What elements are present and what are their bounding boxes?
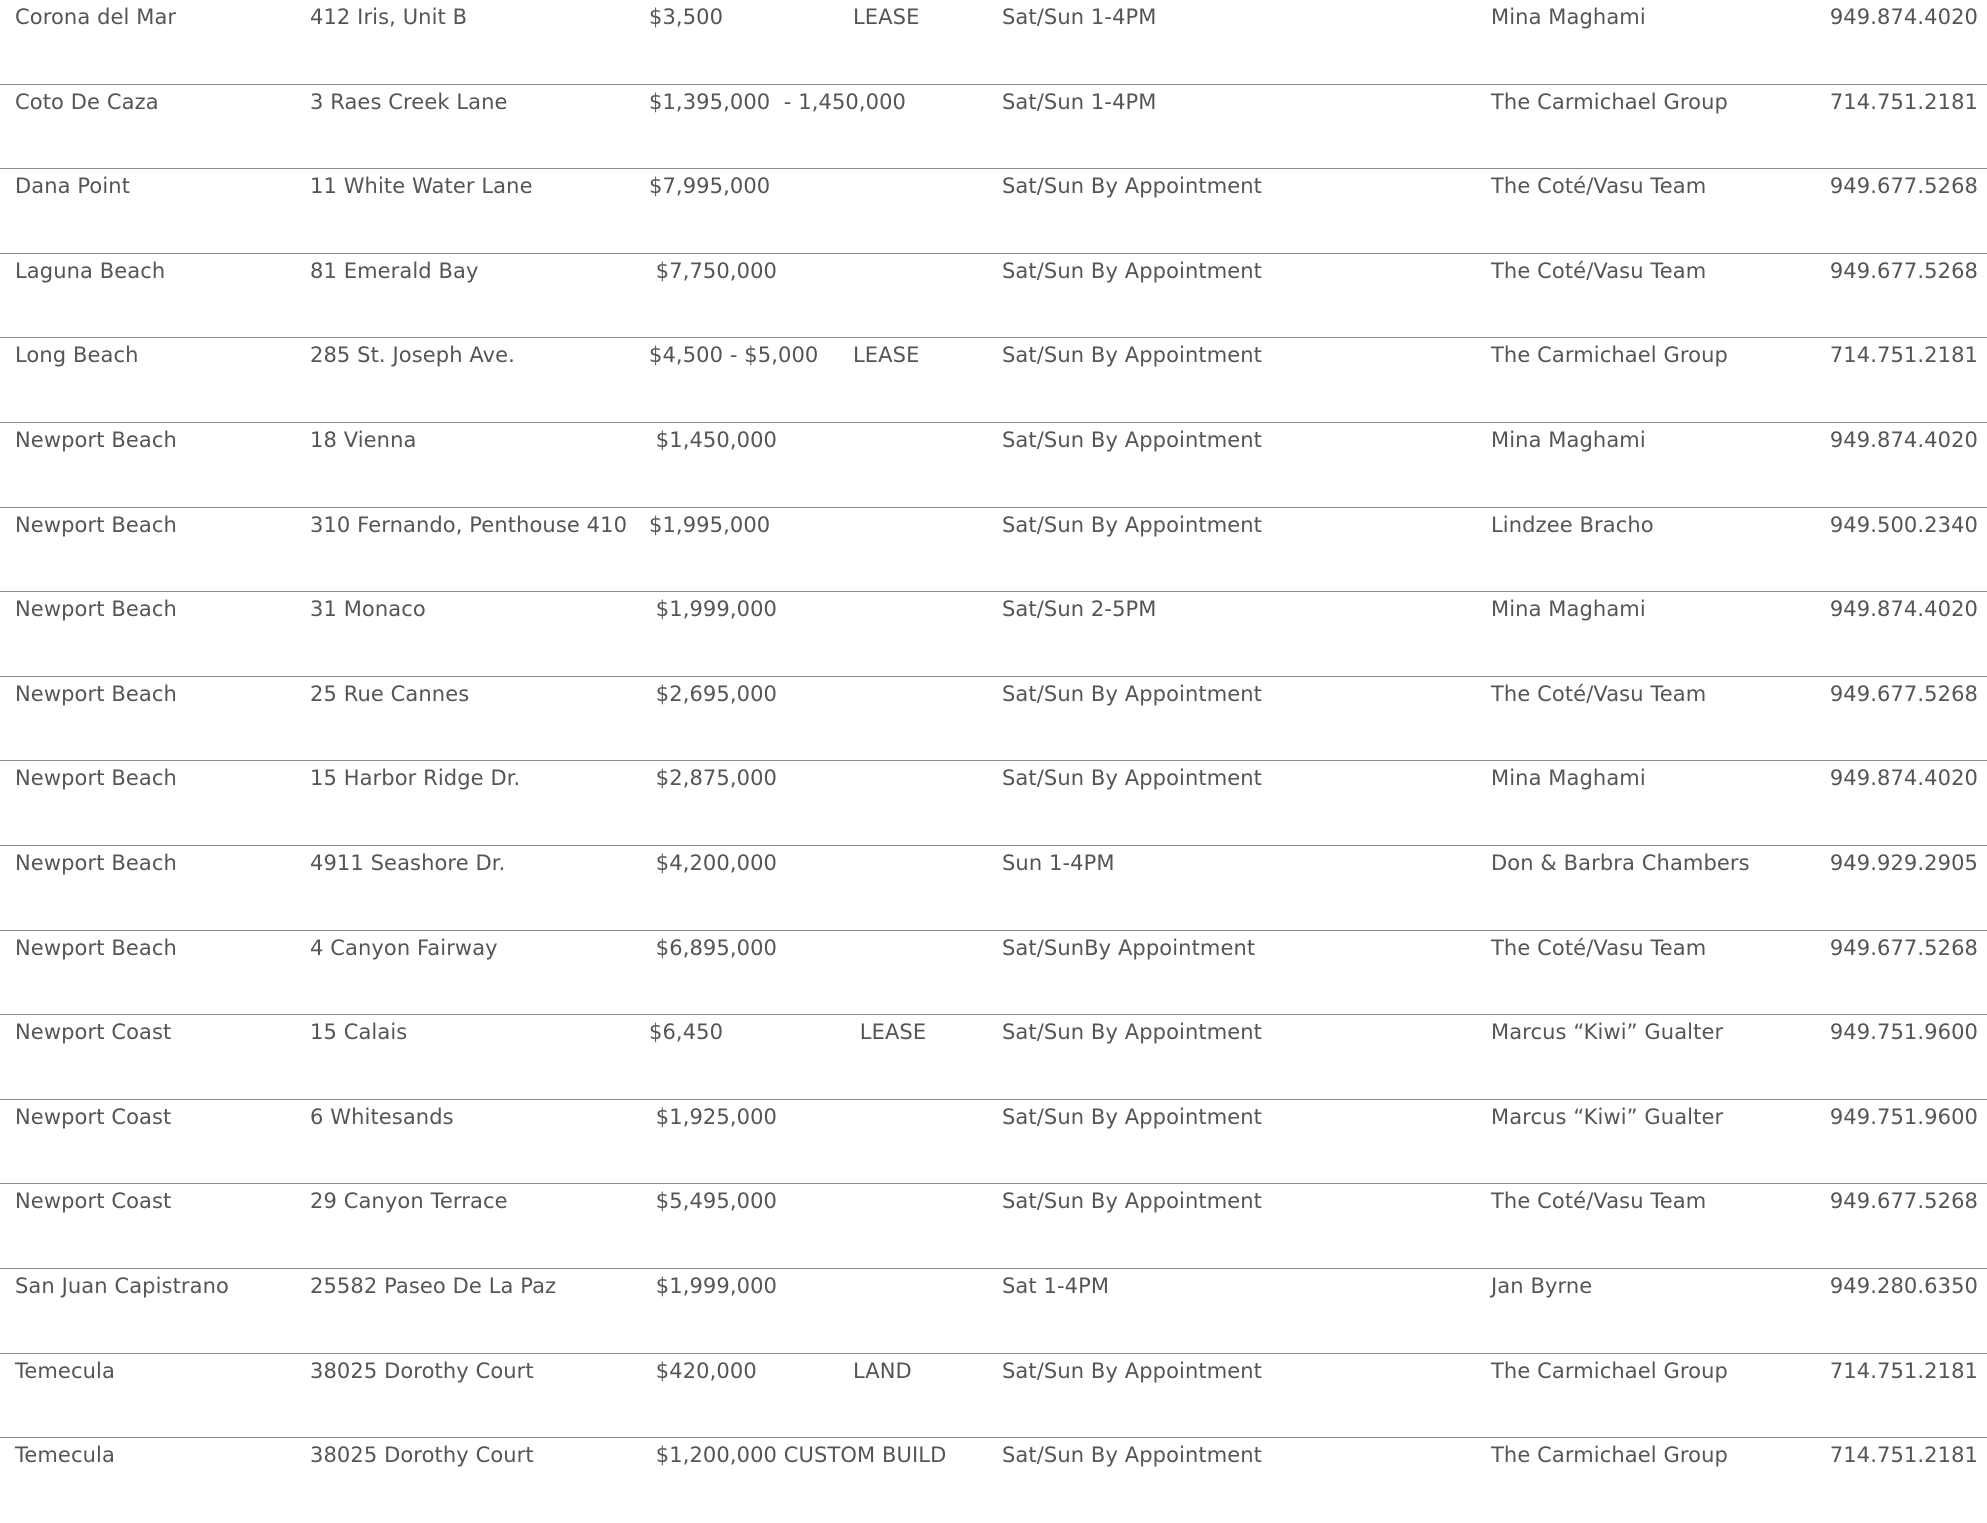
listing-phone: 949.874.4020 [1829, 597, 1978, 622]
listing-address: 15 Calais [310, 1020, 408, 1045]
listing-price: $7,750,000 [649, 258, 778, 283]
listing-city: San Juan Capistrano [15, 1273, 229, 1298]
listing-price: $1,395,000 - 1,450,000 [649, 89, 907, 114]
listing-phone: 949.280.6350 [1829, 1273, 1978, 1298]
listing-hours: Sat/Sun By Appointment [1002, 1443, 1263, 1468]
listing-hours: Sat/SunBy Appointment [1002, 935, 1256, 960]
listing-city: Newport Beach [15, 512, 177, 537]
listing-price: $1,999,000 [649, 1273, 778, 1298]
listing-price: $1,995,000 [649, 512, 771, 537]
listing-price: $1,925,000 [649, 1104, 778, 1129]
listing-row [0, 1269, 1987, 1354]
listing-hours: Sat/Sun By Appointment [1002, 174, 1263, 199]
listing-row [0, 677, 1987, 762]
listing-phone: 949.677.5268 [1829, 935, 1978, 960]
listing-city: Newport Coast [15, 1104, 172, 1129]
listing-hours: Sat/Sun By Appointment [1002, 1189, 1263, 1214]
listing-city: Newport Beach [15, 935, 177, 960]
listing-row [0, 1438, 1987, 1523]
listing-hours: Sat/Sun By Appointment [1002, 766, 1263, 791]
listing-row [0, 169, 1987, 254]
listing-row [0, 1184, 1987, 1269]
listing-price: $6,450 [649, 1020, 724, 1045]
listing-phone: 714.751.2181 [1829, 1358, 1978, 1383]
listing-hours: Sat/Sun By Appointment [1002, 427, 1263, 452]
listing-row [0, 338, 1987, 423]
listing-phone: 949.677.5268 [1829, 258, 1978, 283]
listing-agent: Don & Barbra Chambers [1491, 850, 1750, 875]
listing-phone: 949.677.5268 [1829, 1189, 1978, 1214]
listing-agent: The Carmichael Group [1491, 1443, 1728, 1468]
listing-hours: Sat/Sun By Appointment [1002, 1104, 1263, 1129]
listing-price: $2,695,000 [649, 681, 778, 706]
listing-agent: The Carmichael Group [1491, 1358, 1728, 1383]
listing-type: LAND [853, 1358, 912, 1383]
listing-phone: 714.751.2181 [1829, 89, 1978, 114]
listing-phone: 714.751.2181 [1829, 343, 1978, 368]
listing-price: $1,200,000 CUSTOM BUILD [649, 1443, 947, 1468]
listing-type: LEASE [853, 5, 920, 29]
listing-price: $420,000 [649, 1358, 757, 1383]
listing-address: 29 Canyon Terrace [310, 1189, 508, 1214]
listing-address: 3 Raes Creek Lane [310, 89, 508, 114]
listing-hours: Sat 1-4PM [1002, 1273, 1110, 1298]
listing-city: Temecula [15, 1443, 115, 1468]
listing-phone: 949.751.9600 [1829, 1104, 1978, 1129]
listing-type: LEASE [853, 1020, 927, 1045]
listing-row [0, 508, 1987, 593]
listing-address: 38025 Dorothy Court [310, 1358, 534, 1383]
listing-address: 6 Whitesands [310, 1104, 454, 1129]
listing-address: 285 St. Joseph Ave. [310, 343, 515, 368]
listing-agent: The Coté/Vasu Team [1491, 681, 1707, 706]
listing-row [0, 254, 1987, 339]
listing-row [0, 931, 1987, 1016]
listing-city: Coto De Caza [15, 89, 159, 114]
listing-address: 18 Vienna [310, 427, 417, 452]
listing-agent: The Carmichael Group [1491, 343, 1728, 368]
listing-agent: Marcus “Kiwi” Gualter [1491, 1020, 1724, 1045]
listing-city: Long Beach [15, 343, 139, 368]
listing-address: 11 White Water Lane [310, 174, 533, 199]
listing-address: 4911 Seashore Dr. [310, 850, 506, 875]
listing-phone: 949.751.9600 [1829, 1020, 1978, 1045]
listing-city: Newport Beach [15, 427, 177, 452]
listing-address: 412 Iris, Unit B [310, 5, 468, 29]
listing-agent: The Coté/Vasu Team [1491, 174, 1707, 199]
listing-agent: The Coté/Vasu Team [1491, 1189, 1707, 1214]
listing-address: 25 Rue Cannes [310, 681, 470, 706]
listing-agent: Mina Maghami [1491, 427, 1646, 452]
listing-phone: 714.751.2181 [1829, 1443, 1978, 1468]
listing-row [0, 0, 1987, 85]
listing-price: $5,495,000 [649, 1189, 778, 1214]
listing-address: 15 Harbor Ridge Dr. [310, 766, 521, 791]
listing-price: $7,995,000 [649, 174, 771, 199]
listing-agent: Mina Maghami [1491, 597, 1646, 622]
listing-city: Dana Point [15, 174, 131, 199]
listing-agent: The Coté/Vasu Team [1491, 258, 1707, 283]
listing-price: $6,895,000 [649, 935, 778, 960]
listing-hours: Sat/Sun 1-4PM [1002, 89, 1157, 114]
listing-hours: Sat/Sun By Appointment [1002, 1358, 1263, 1383]
listing-phone: 949.874.4020 [1829, 5, 1978, 29]
listing-row [0, 592, 1987, 677]
listing-hours: Sat/Sun By Appointment [1002, 258, 1263, 283]
listing-row [0, 423, 1987, 508]
listing-row [0, 1100, 1987, 1185]
listing-agent: Jan Byrne [1491, 1273, 1593, 1298]
listing-address: 4 Canyon Fairway [310, 935, 498, 960]
listing-city: Newport Beach [15, 766, 177, 791]
listing-row [0, 761, 1987, 846]
listing-price: $2,875,000 [649, 766, 778, 791]
listing-city: Newport Coast [15, 1020, 172, 1045]
listing-hours: Sat/Sun By Appointment [1002, 681, 1263, 706]
listing-price: $1,999,000 [649, 597, 778, 622]
listing-phone: 949.929.2905 [1829, 850, 1978, 875]
listing-row [0, 1354, 1987, 1439]
listing-address: 31 Monaco [310, 597, 426, 622]
listing-agent: Marcus “Kiwi” Gualter [1491, 1104, 1724, 1129]
listing-phone: 949.677.5268 [1829, 174, 1978, 199]
listing-address: 25582 Paseo De La Paz [310, 1273, 557, 1298]
listing-price: $4,200,000 [649, 850, 778, 875]
listing-price: $3,500 [649, 5, 724, 29]
listing-row [0, 85, 1987, 170]
listing-hours: Sat/Sun By Appointment [1002, 512, 1263, 537]
listing-agent: Lindzee Bracho [1491, 512, 1654, 537]
listing-agent: The Coté/Vasu Team [1491, 935, 1707, 960]
listing-agent: The Carmichael Group [1491, 89, 1728, 114]
listing-address: 310 Fernando, Penthouse 410 [310, 512, 628, 537]
listing-price: $1,450,000 [649, 427, 778, 452]
listing-city: Newport Beach [15, 850, 177, 875]
listing-city: Newport Coast [15, 1189, 172, 1214]
listing-phone: 949.677.5268 [1829, 681, 1978, 706]
listing-hours: Sun 1-4PM [1002, 850, 1115, 875]
listing-type: LEASE [853, 343, 920, 368]
listing-phone: 949.500.2340 [1829, 512, 1978, 537]
listing-city: Laguna Beach [15, 258, 166, 283]
listing-city: Corona del Mar [15, 5, 177, 29]
listing-row [0, 846, 1987, 931]
listing-agent: Mina Maghami [1491, 5, 1646, 29]
listing-city: Temecula [15, 1358, 115, 1383]
listing-phone: 949.874.4020 [1829, 766, 1978, 791]
listing-price: $4,500 - $5,000 [649, 343, 819, 368]
listing-hours: Sat/Sun 1-4PM [1002, 5, 1157, 29]
listing-phone: 949.874.4020 [1829, 427, 1978, 452]
listing-row [0, 1015, 1987, 1100]
listing-city: Newport Beach [15, 597, 177, 622]
listing-hours: Sat/Sun 2-5PM [1002, 597, 1157, 622]
listing-city: Newport Beach [15, 681, 177, 706]
listing-address: 38025 Dorothy Court [310, 1443, 534, 1468]
listing-agent: Mina Maghami [1491, 766, 1646, 791]
listing-hours: Sat/Sun By Appointment [1002, 343, 1263, 368]
listing-hours: Sat/Sun By Appointment [1002, 1020, 1263, 1045]
listing-address: 81 Emerald Bay [310, 258, 479, 283]
